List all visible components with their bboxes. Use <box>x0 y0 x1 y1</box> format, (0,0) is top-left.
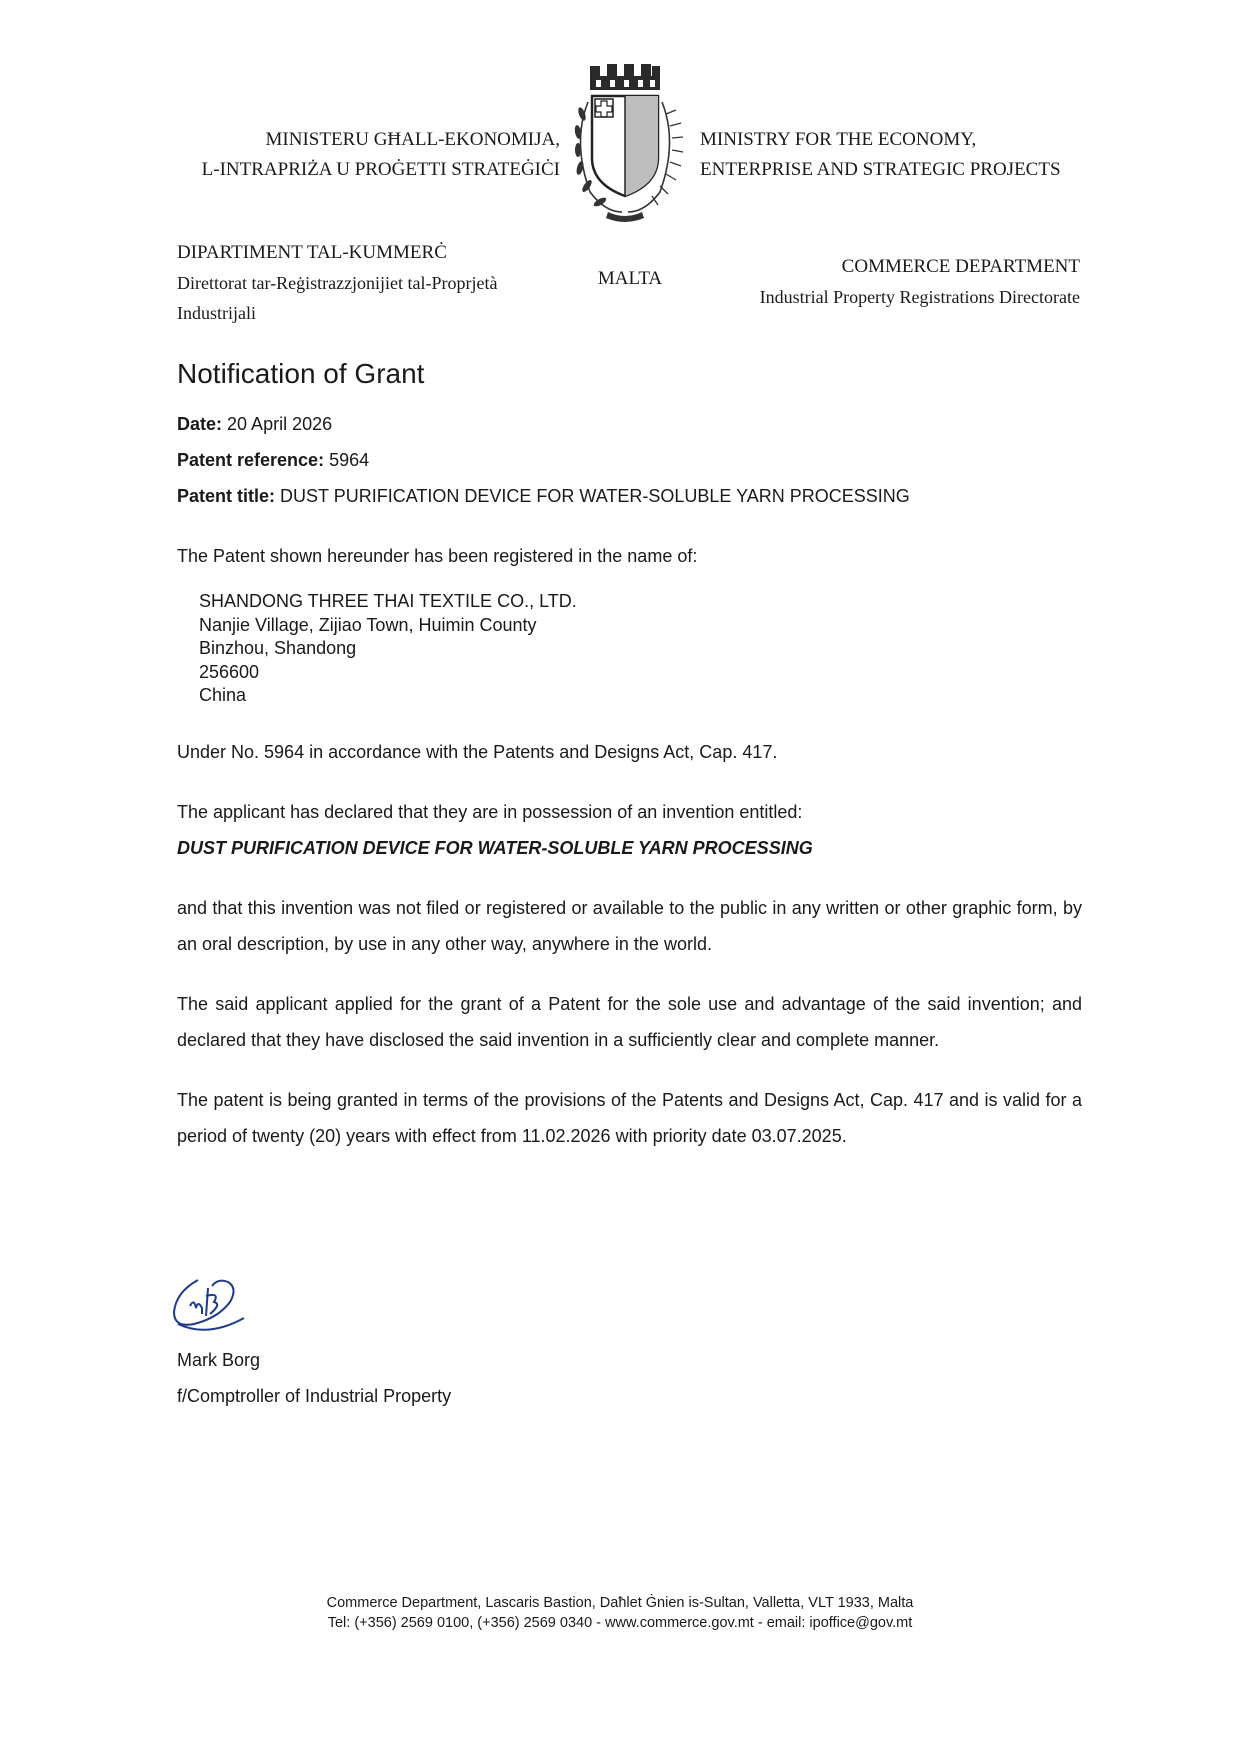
signatory <box>177 1342 451 1414</box>
address-line: SHANDONG THREE THAI TEXTILE CO., LTD. <box>199 591 577 611</box>
date-line <box>177 406 1082 442</box>
patent-reference-line <box>177 442 1082 478</box>
department-maltese-line3: Industrijali <box>177 303 256 323</box>
footer-address: Commerce Department, Lascaris Bastion, Daħlet Ġnien is-Sultan, Valletta, VLT 1933, Malta <box>326 1595 914 1611</box>
department-maltese-line2: Direttorat tar-Reġistrazzjonijiet tal-Proprjetà <box>177 273 498 293</box>
address-line: Binzhou, Shandong <box>199 638 357 658</box>
ministry-name-english <box>700 125 1120 185</box>
address-line: Nanjie Village, Zijiao Town, Huimin County <box>199 614 537 635</box>
date-label: Date: <box>177 414 223 434</box>
patent-title-value: DUST PURIFICATION DEVICE FOR WATER-SOLUBLE YARN PROCESSING <box>280 486 910 506</box>
department-maltese <box>177 238 567 328</box>
grant-paragraph: The patent is being granted in terms of the provisions of the Patents and Designs Act, Cap. 417 and is valid for a period of twenty (20) years with effect from 11.02.2026 with priority date 03.07.2025. <box>177 1089 1082 1146</box>
patent-title-label: Patent title: <box>177 486 276 506</box>
patent-reference-value: 5964 <box>329 450 370 470</box>
date-value: 20 April 2026 <box>227 414 333 434</box>
proprietor-address <box>199 590 1082 708</box>
ministry-maltese-line1: MINISTERU GĦALL-EKONOMIJA, <box>265 129 560 150</box>
department-english <box>680 252 1080 312</box>
notification-body <box>177 356 1082 1154</box>
application-paragraph: The said applicant applied for the grant of a Patent for the sole use and advantage of the said invention; and declared that they have disclosed the said invention in a sufficiently clear and complete manner. <box>177 993 1082 1050</box>
declaration-text: The applicant has declared that they are in possession of an invention entitled: <box>177 801 803 822</box>
handwritten-signature <box>168 1262 248 1342</box>
malta-coat-of-arms-icon <box>560 62 690 227</box>
department-maltese-line1: DIPARTIMENT TAL-KUMMERĊ <box>177 242 447 263</box>
registration-number-text: Under No. 5964 in accordance with the Patents and Designs Act, Cap. 417. <box>177 741 778 762</box>
signatory-name: Mark Borg <box>177 1350 261 1370</box>
patent-reference-label: Patent reference: <box>177 450 325 470</box>
ministry-name-maltese <box>160 125 560 185</box>
invention-title: DUST PURIFICATION DEVICE FOR WATER-SOLUBLE YARN PROCESSING <box>177 837 813 858</box>
department-english-line1: COMMERCE DEPARTMENT <box>841 256 1080 277</box>
department-english-line2: Industrial Property Registrations Directorate <box>759 287 1080 307</box>
ministry-english-line2: ENTERPRISE AND STRATEGIC PROJECTS <box>700 159 1061 180</box>
page-title: Notification of Grant <box>177 358 425 389</box>
signatory-role: f/Comptroller of Industrial Property <box>177 1386 452 1406</box>
ministry-english-line1: MINISTRY FOR THE ECONOMY, <box>700 129 977 150</box>
footer-contact: Tel: (+356) 2569 0100, (+356) 2569 0340 - www.commerce.gov.mt - email: ipoffice@gov.mt <box>327 1615 913 1631</box>
registered-intro: The Patent shown hereunder has been registered in the name of: <box>177 546 698 566</box>
page-footer <box>120 1593 1120 1633</box>
ministry-maltese-line2: L-INTRAPRIŻA U PROĠETTI STRATEĠIĊI <box>201 159 560 180</box>
patent-title-line <box>177 478 1082 514</box>
address-line: 256600 <box>199 661 260 682</box>
novelty-paragraph: and that this invention was not filed or registered or available to the public in any written or other graphic form, by an oral description, by use in any other way, anywhere in the world. <box>177 897 1082 954</box>
country-label: MALTA <box>597 268 663 289</box>
address-line: China <box>199 685 247 705</box>
